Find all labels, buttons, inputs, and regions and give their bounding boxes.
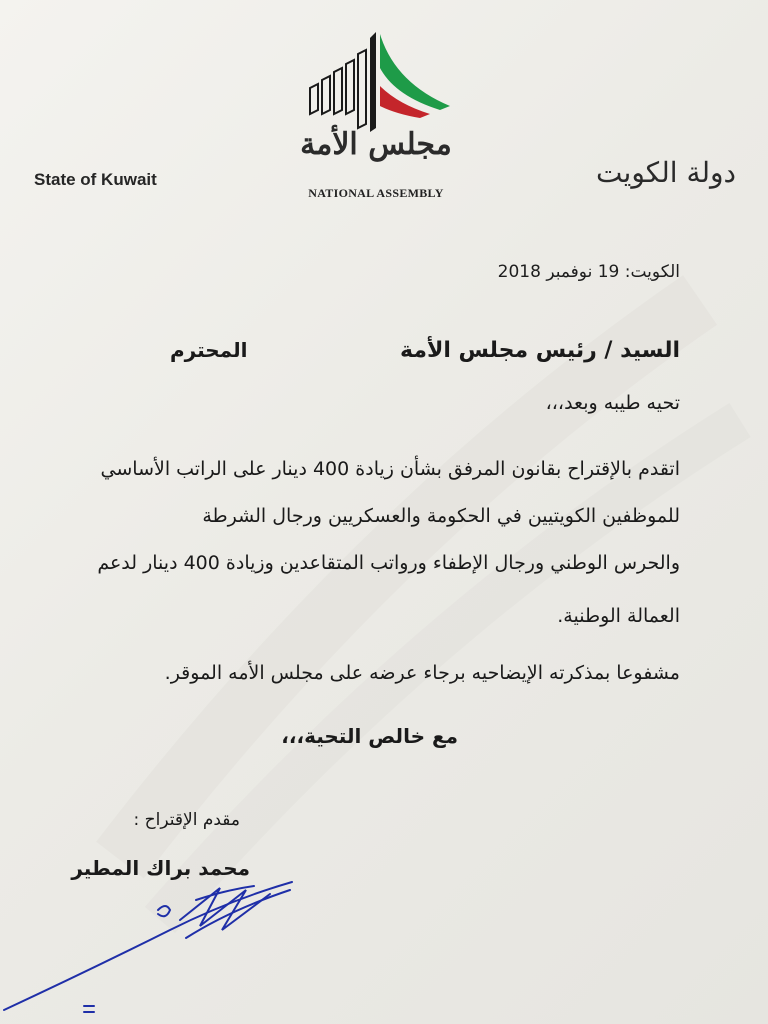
national-assembly-logo [300, 28, 460, 138]
state-name-english: State of Kuwait [34, 170, 157, 189]
respect-title: المحترم [170, 338, 248, 362]
proposer-name: محمد براك المطير [71, 856, 250, 880]
body-line: والحرس الوطني ورجال الإطفاء ورواتب المتقاعدين وزيادة 400 دينار لدعم [97, 552, 680, 574]
assembly-name-arabic: مجلس الأمة [300, 127, 452, 162]
closing-salutation: مع خالص التحية،،، [281, 724, 458, 748]
body-line: للموظفين الكويتيين في الحكومة والعسكريين ورجال الشرطة [202, 505, 680, 527]
attachment-note: مشفوعا بمذكرته الإيضاحيه برجاء عرضه على مجلس الأمه الموقر. [164, 662, 680, 684]
assembly-name-english: NATIONAL ASSEMBLY [308, 186, 444, 200]
proposer-label: مقدم الإقتراح : [133, 810, 240, 830]
body-line: اتقدم بالإقتراح بقانون المرفق بشأن زيادة 400 دينار على الراتب الأساسي [100, 458, 680, 480]
letter-greeting: تحيه طيبه وبعد،،، [545, 392, 680, 414]
letter-addressee: السيد / رئيس مجلس الأمة [400, 338, 680, 363]
handwritten-signature [0, 860, 320, 1024]
state-name-arabic: دولة الكويت [596, 156, 736, 189]
body-line: العمالة الوطنية. [557, 605, 680, 627]
letter-date: الكويت: 19 نوفمبر 2018 [497, 262, 680, 282]
